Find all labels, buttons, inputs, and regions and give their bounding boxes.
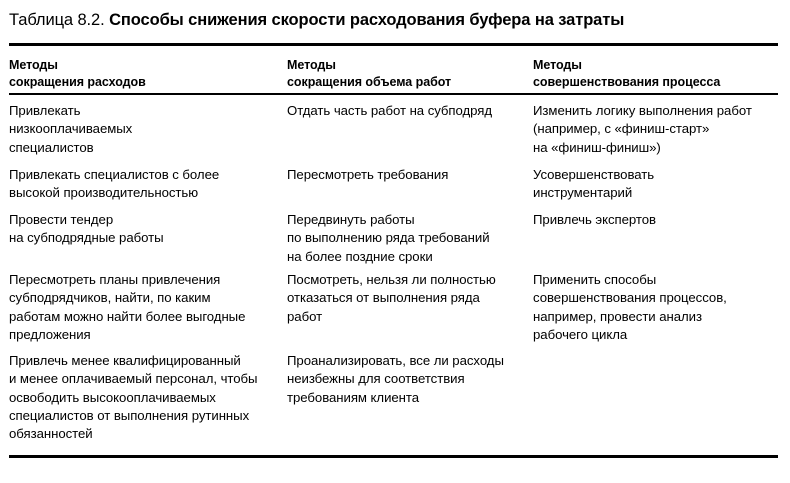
table-header-cell-1-line-1: Методы (9, 58, 58, 72)
cell-line: Привлекать (9, 103, 81, 118)
table-caption (9, 9, 779, 31)
table-row (533, 166, 781, 203)
cell-line: предложения (9, 326, 91, 342)
cell-line: неизбежны для соответствия (287, 371, 465, 387)
table-row (533, 211, 781, 229)
table-header-cell-3-line-2: совершенствования процесса (533, 75, 721, 89)
table-top-rule (9, 43, 778, 46)
cell-line: высокой производительностью (9, 185, 199, 201)
table-row (533, 271, 781, 344)
cell-line: рабочего цикла (533, 326, 628, 342)
cell-line: Привлекать специалистов с более (9, 167, 220, 182)
table-row (287, 271, 527, 326)
table-bottom-rule (9, 455, 778, 458)
table-header-cell-1-line-2: сокращения расходов (9, 75, 146, 89)
table-row (287, 352, 527, 407)
cell-line: специалистов от выполнения рутинных (9, 407, 250, 423)
table-row (287, 211, 527, 266)
cell-line: Применить способы (533, 272, 657, 287)
table-row (9, 352, 281, 443)
cell-line: Отдать часть работ на субподряд (287, 103, 493, 118)
cell-line: инструментарий (533, 185, 633, 201)
table-row (287, 166, 527, 184)
cell-line: на более поздние сроки (287, 248, 433, 264)
cell-line: требованиям клиента (287, 389, 420, 405)
table-header-cell-2 (287, 57, 527, 91)
cell-line: специалистов (9, 139, 94, 155)
cell-line: работ (287, 308, 323, 324)
table-header-rule (9, 93, 778, 95)
table-header-cell-3 (533, 57, 781, 91)
cell-line: отказаться от выполнения ряда (287, 290, 480, 306)
cell-line: Пересмотреть требования (287, 167, 449, 182)
cell-line: Проанализировать, все ли расходы (287, 353, 504, 368)
cell-line: обязанностей (9, 426, 93, 442)
cell-line: Привлечь экспертов (533, 212, 656, 227)
table-row (533, 102, 781, 157)
table-header-cell-2-line-2: сокращения объема работ (287, 75, 452, 89)
cell-line: Пересмотреть планы привлечения (9, 272, 221, 287)
cell-line: совершенствования процессов, (533, 290, 727, 306)
cell-line: Передвинуть работы (287, 212, 415, 227)
table-header-cell-3-line-1: Методы (533, 58, 582, 72)
cell-line: низкооплачиваемых (9, 121, 133, 137)
cell-line: работам можно найти более выгодные (9, 308, 246, 324)
table-row (9, 102, 281, 157)
cell-line: на субподрядные работы (9, 230, 164, 246)
cell-line: Посмотреть, нельзя ли полностью (287, 272, 496, 287)
cell-line: Изменить логику выполнения работ (533, 103, 752, 118)
cell-line: Усовершенствовать (533, 167, 655, 182)
cell-line: (например, с «финиш-старт» (533, 121, 710, 137)
cell-line: по выполнению ряда требований (287, 230, 490, 246)
table-header-cell-2-line-1: Методы (287, 58, 336, 72)
table-caption-title: Способы снижения скорости расходования буфера на затраты (109, 11, 625, 29)
cell-line: например, провести анализ (533, 308, 702, 324)
table-row (9, 271, 281, 344)
cell-line: Привлечь менее квалифицированный (9, 353, 241, 368)
cell-line: освободить высокооплачиваемых (9, 389, 216, 405)
table-caption-number: Таблица 8.2. (9, 11, 105, 29)
cell-line: на «финиш-финиш») (533, 139, 661, 155)
table-row (9, 211, 281, 248)
cell-line: субподрядчиков, найти, по каким (9, 290, 211, 306)
table-row (287, 102, 527, 120)
table-header-cell-1 (9, 57, 281, 91)
cell-line: Провести тендер (9, 212, 114, 227)
cell-line: и менее оплачиваемый персонал, чтобы (9, 371, 258, 387)
table-row (9, 166, 281, 203)
